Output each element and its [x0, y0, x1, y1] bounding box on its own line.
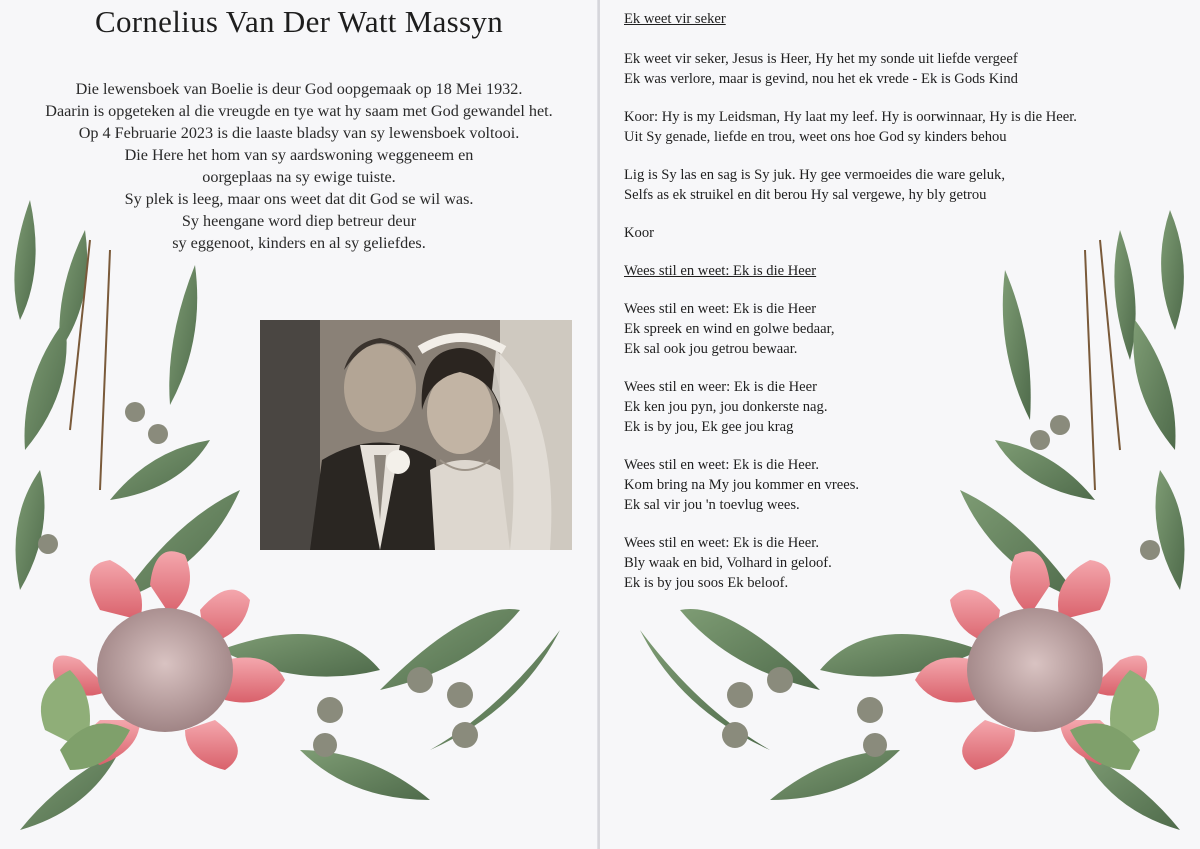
obituary-line: Sy heengane word diep betreur deur — [181, 212, 417, 230]
lyric-line: Wees stil en weer: Ek is die Heer — [624, 379, 817, 395]
lyric-line: Ek weet vir seker, Jesus is Heer, Hy het my sonde uit liefde vergeef — [624, 51, 1018, 67]
lyric-line: Kom bring na My jou kommer en vrees. — [624, 477, 860, 493]
obituary-line: oorgeplaas na sy ewige tuiste. — [202, 168, 396, 186]
left-page — [0, 0, 598, 849]
wedding-photo — [260, 320, 572, 550]
lyric-line: Wees stil en weet: Ek is die Heer — [624, 301, 817, 317]
lyric-line: Bly waak en bid, Volhard in geloof. — [624, 555, 832, 571]
lyric-line: Ek is by jou soos Ek beloof. — [624, 575, 789, 591]
lyric-line: Ek is by jou, Ek gee jou krag — [624, 419, 794, 435]
lyric-line: Ek sal vir jou 'n toevlug wees. — [624, 497, 800, 513]
lyric-line: Koor: Hy is my Leidsman, Hy laat my leef. Hy is oorwinnaar, Hy is die Heer. — [624, 109, 1077, 125]
obituary-line: Op 4 Februarie 2023 is die laaste bladsy van sy lewensboek voltooi. — [78, 124, 520, 142]
lyric-line: Koor — [624, 225, 654, 241]
lyric-line: Wees stil en weet: Ek is die Heer. — [624, 457, 819, 473]
lyric-line: Ek spreek en wind en golwe bedaar, — [624, 321, 835, 337]
hymn-lyrics — [624, 9, 1144, 593]
obituary-line: sy eggenoot, kinders en al sy geliefdes. — [172, 234, 426, 252]
lyric-line: Ek sal ook jou getrou bewaar. — [624, 341, 798, 357]
song-heading: Wees stil en weet: Ek is die Heer — [624, 263, 817, 279]
obituary-line: Sy plek is leeg, maar ons weet dat dit God se wil was. — [124, 190, 474, 208]
obituary-line: Die lewensboek van Boelie is deur God oopgemaak op 18 Mei 1932. — [75, 80, 523, 98]
page-title: Cornelius Van Der Watt Massyn — [94, 4, 504, 39]
song-heading: Ek weet vir seker — [624, 11, 726, 27]
lyric-line: Ek ken jou pyn, jou donkerste nag. — [624, 399, 828, 415]
lyric-line: Lig is Sy las en sag is Sy juk. Hy gee vermoeides die ware geluk, — [624, 167, 1005, 183]
obituary-line: Daarin is opgeteken al die vreugde en tye wat hy saam met God gewandel het. — [45, 102, 553, 120]
obituary-text — [40, 78, 558, 254]
lyric-line: Uit Sy genade, liefde en trou, weet ons hoe God sy kinders behou — [624, 129, 1007, 145]
obituary-line: Die Here het hom van sy aardswoning weggeneem en — [124, 146, 474, 164]
lyric-line: Ek was verlore, maar is gevind, nou het ek vrede - Ek is Gods Kind — [624, 71, 1018, 87]
lyric-line: Selfs as ek struikel en dit berou Hy sal vergewe, hy bly getrou — [624, 187, 987, 203]
lyric-line: Wees stil en weet: Ek is die Heer. — [624, 535, 819, 551]
protea-flower-icon — [41, 551, 285, 770]
